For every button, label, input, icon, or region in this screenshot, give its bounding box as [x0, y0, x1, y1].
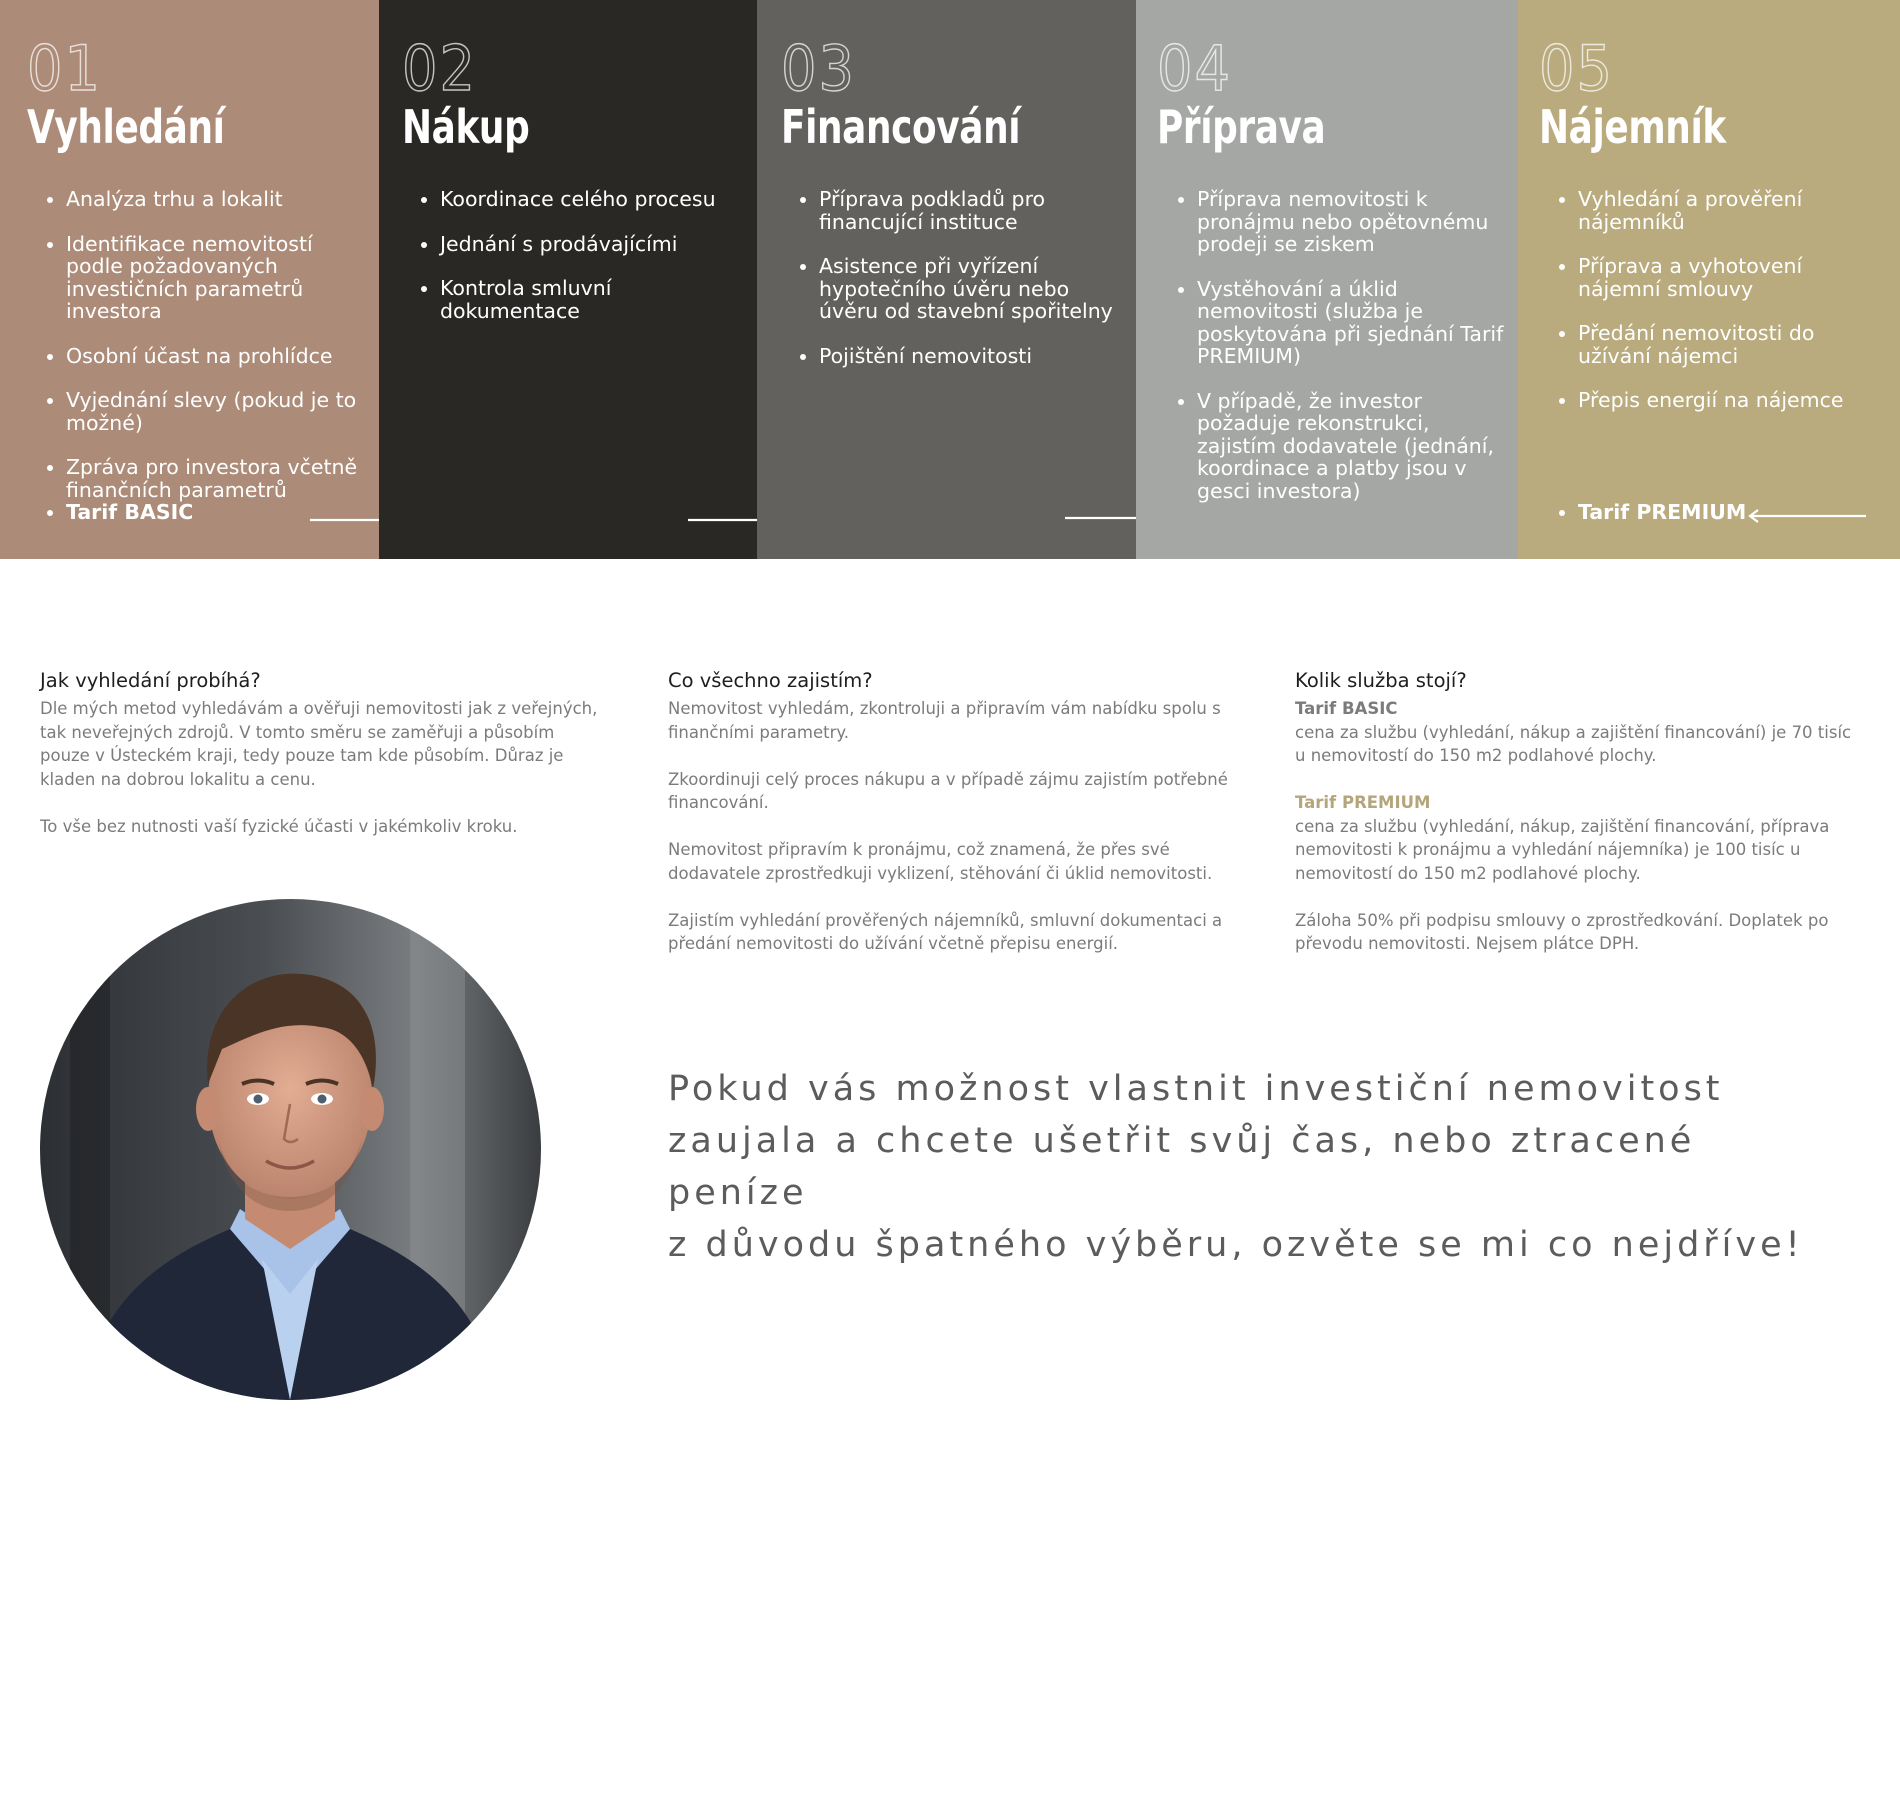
list-item: • Analýza trhu a lokalit [66, 188, 367, 211]
tarif-basic-label: Tarif BASIC [66, 500, 194, 524]
list-item: • Vystěhování a úklid nemovitosti (služba je poskytována při sjednání Tarif PREMIUM) [1197, 278, 1506, 368]
step-number: 01 [27, 32, 102, 105]
arrow-right-icon [1065, 510, 1136, 526]
tarif-premium-tag: Tarif PREMIUM [1295, 793, 1431, 812]
step-title: Vyhledání [27, 100, 225, 154]
callout-line: zaujala a chcete ušetřit svůj čas, nebo ztracené peníze [668, 1121, 1696, 1213]
list-item: • Pojištění nemovitosti [819, 345, 1124, 368]
list-item: • Vyhledání a prověření nájemníků [1578, 188, 1888, 233]
step-financing [757, 0, 1136, 559]
section-heading: Kolik služba stojí? [1295, 669, 1467, 692]
paragraph: To vše bez nutnosti vaší fyzické účasti v jakémkoliv kroku. [40, 816, 518, 836]
step-list [819, 188, 1124, 389]
list-item: • Předání nemovitosti do užívání nájemci [1578, 322, 1888, 367]
paragraph: Zkoordinuji celý proces nákupu a v případě zájmu zajistím potřebné financování. [668, 769, 1228, 812]
step-number: 05 [1539, 32, 1614, 105]
section-heading: Jak vyhledání probíhá? [40, 669, 261, 692]
step-title: Nájemník [1539, 100, 1726, 154]
services-info-column [668, 669, 1228, 956]
tarif-premium-text: cena za službu (vyhledání, nákup, zajištění financování, příprava nemovitosti k pronájmu a vyhledání nájemníka) je 100 tisíc u nemovitostí do 150 m2 podlahové plochy. [1295, 816, 1830, 883]
step-list [1578, 188, 1888, 434]
step-title: Nákup [402, 100, 530, 154]
list-item: • Koordinace celého procesu [440, 188, 745, 211]
step-purchase [379, 0, 757, 559]
portrait-illustration [40, 899, 541, 1400]
step-preparation [1136, 0, 1518, 559]
step-title: Příprava [1157, 100, 1326, 154]
arrow-right-icon [310, 512, 379, 528]
callout-line: z důvodu špatného výběru, ozvěte se mi co nejdříve! [668, 1225, 1804, 1265]
list-item: • Asistence při vyřízení hypotečního úvěru nebo úvěru od stavební spořitelny [819, 255, 1124, 323]
process-steps [0, 0, 1900, 559]
step-tenant [1518, 0, 1900, 559]
arrow-right-icon [688, 512, 757, 528]
paragraph: Zajistím vyhledání prověřených nájemníků, smluvní dokumentaci a předání nemovitosti do užívání včetně přepisu energií. [668, 910, 1223, 953]
tarif-basic-text: cena za službu (vyhledání, nákup a zajištění financování) je 70 tisíc u nemovitostí do 150 m2 podlahové plochy. [1295, 722, 1852, 765]
list-item: • Kontrola smluvní dokumentace [440, 277, 745, 322]
list-item: • Vyjednání slevy (pokud je to možné) [66, 389, 367, 434]
list-item: • Identifikace nemovitostí podle požadovaných investičních parametrů investora [66, 233, 367, 323]
pricing-info-column [1295, 669, 1855, 956]
arrow-left-icon [1746, 508, 1868, 524]
step-search [0, 0, 379, 559]
paragraph: Dle mých metod vyhledávám a ověřuji nemovitosti jak z veřejných, tak neveřejných zdrojů. V tomto směru se zaměřuji a působím pouze v Ústeckém kraji, tedy pouze tam kde působím. Důraz je kladen na dobrou lokalitu a cenu. [40, 699, 598, 789]
callout-line: Pokud vás možnost vlastnit investiční nemovitost [668, 1069, 1724, 1109]
list-item: • V případě, že investor požaduje rekonstrukci, zajistím dodavatele (jednání, koordinace a platby jsou v gesci investora) [1197, 390, 1506, 503]
tarif-basic-tag: Tarif BASIC [1295, 699, 1398, 718]
step-list [440, 188, 745, 344]
list-item: • Osobní účast na prohlídce [66, 345, 367, 368]
list-item: • Příprava a vyhotovení nájemní smlouvy [1578, 255, 1888, 300]
paragraph: Nemovitost připravím k pronájmu, což znamená, že přes své dodavatele zprostředkuji vyklizení, stěhování či úklid nemovitosti. [668, 840, 1213, 883]
step-title: Financování [781, 100, 1021, 154]
call-to-action-text [668, 1063, 1848, 1271]
pricing-note: Záloha 50% při podpisu smlouvy o zprostředkování. Doplatek po převodu nemovitosti. Nejsem plátce DPH. [1295, 910, 1829, 953]
tarif-premium-label: Tarif PREMIUM [1578, 500, 1747, 524]
list-item: • Příprava podkladů pro financující instituce [819, 188, 1124, 233]
step-number: 02 [402, 32, 477, 105]
list-item: • Příprava nemovitosti k pronájmu nebo opětovnému prodeji se ziskem [1197, 188, 1506, 256]
section-heading: Co všechno zajistím? [668, 669, 873, 692]
step-number: 04 [1157, 32, 1232, 105]
pricing-basic [1295, 697, 1855, 768]
list-item: • Zpráva pro investora včetně finančních parametrů [66, 456, 367, 501]
step-list [1197, 188, 1506, 524]
portrait-photo [40, 899, 541, 1400]
paragraph: Nemovitost vyhledám, zkontroluji a připravím vám nabídku spolu s finančními parametry. [668, 699, 1221, 742]
list-item: • Přepis energií na nájemce [1578, 389, 1888, 412]
step-number: 03 [781, 32, 856, 105]
pricing-premium [1295, 791, 1855, 885]
step-list [66, 188, 367, 523]
search-info-column [40, 669, 600, 838]
list-item: • Jednání s prodávajícími [440, 233, 745, 256]
